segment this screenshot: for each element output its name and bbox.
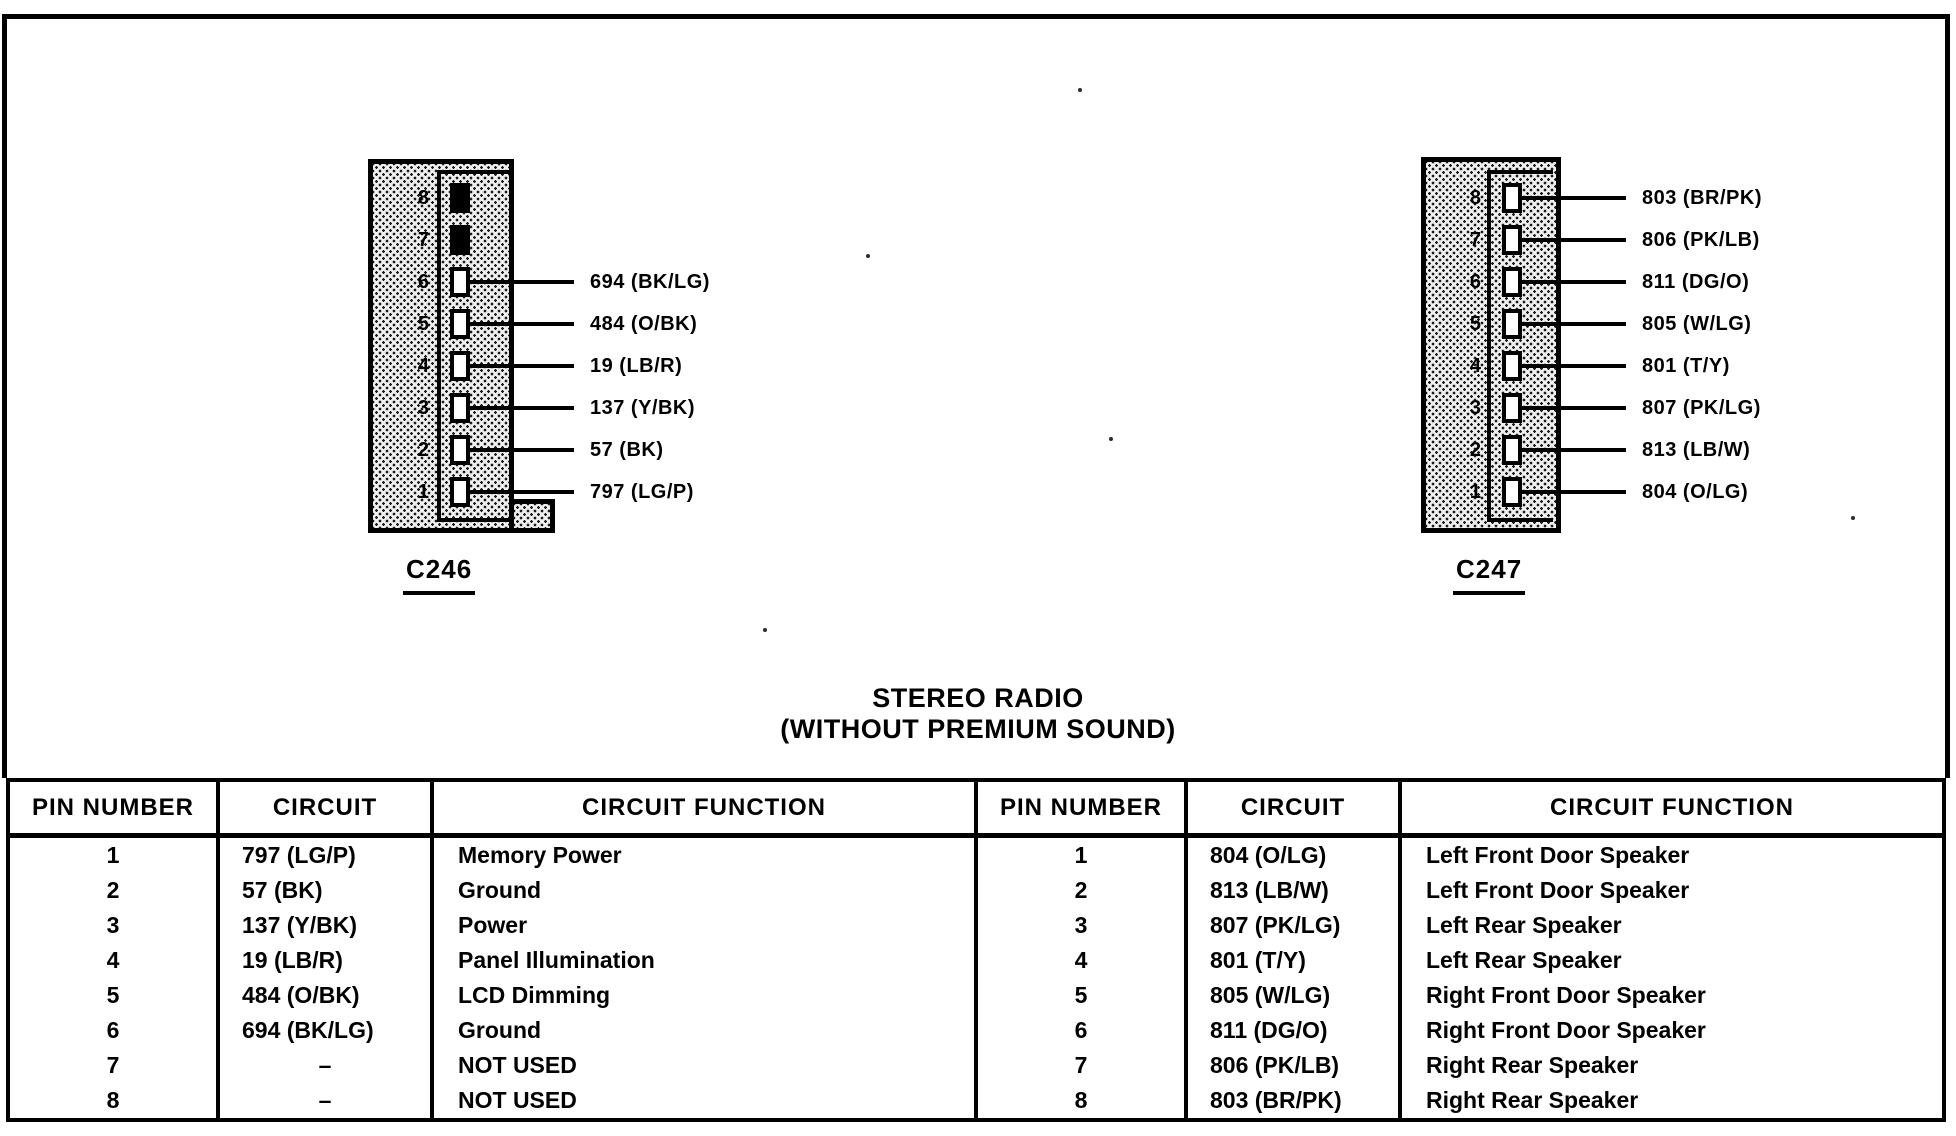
circuit-cell: – — [220, 1048, 434, 1083]
pin-row — [399, 303, 710, 345]
wire-label: 804 (O/LG) — [1642, 480, 1749, 503]
wire-label: 811 (DG/O) — [1642, 270, 1750, 293]
wire-line — [470, 280, 574, 284]
pin-row — [1451, 429, 1762, 471]
wire-label: 805 (W/LG) — [1642, 312, 1752, 335]
pin-number: 2 — [1469, 438, 1481, 461]
pin-number: 3 — [417, 396, 429, 419]
circuit-cell: 805 (W/LG) — [1188, 978, 1402, 1013]
pin-slot — [1502, 267, 1522, 297]
pin-number-cell: 6 — [978, 1013, 1188, 1048]
pin-number-cell: 8 — [10, 1083, 220, 1118]
connector-label-c247: C247 — [1453, 554, 1525, 595]
pin-slot — [1502, 477, 1522, 507]
circuit-cell: 19 (LB/R) — [220, 943, 434, 978]
col-header-circuit-function: CIRCUIT FUNCTION — [1402, 782, 1942, 838]
pin-number: 4 — [1469, 354, 1481, 377]
pin-slot — [1502, 435, 1522, 465]
circuit-function-cell: Left Front Door Speaker — [1426, 877, 1690, 903]
circuit-cell: 813 (LB/W) — [1188, 873, 1402, 908]
circuit-cell: 797 (LG/P) — [220, 838, 434, 873]
pin-row — [1451, 387, 1762, 429]
wire-line — [1522, 238, 1626, 242]
circuit-function-cell: Left Rear Speaker — [1426, 947, 1622, 973]
pin-number-cell: 1 — [978, 838, 1188, 873]
wire-label: 813 (LB/W) — [1642, 438, 1751, 461]
wire-line — [1522, 280, 1626, 284]
wire-line — [470, 364, 574, 368]
wire-label: 806 (PK/LB) — [1642, 228, 1760, 251]
pin-row — [1451, 303, 1762, 345]
pin-number-cell: 4 — [10, 943, 220, 978]
wire-label: 19 (LB/R) — [590, 354, 683, 377]
col-header-pin-number: PIN NUMBER — [10, 782, 220, 838]
pin-number-cell: 2 — [10, 873, 220, 908]
pinout-table-c246 — [10, 782, 978, 1118]
pin-row — [1451, 471, 1762, 513]
pin-slot — [1502, 351, 1522, 381]
pin-slot — [450, 435, 470, 465]
circuit-function-cell: Right Front Door Speaker — [1426, 982, 1706, 1008]
circuit-function-cell: Power — [458, 912, 528, 938]
pin-number-cell: 2 — [978, 873, 1188, 908]
pin-slot — [1502, 183, 1522, 213]
circuit-cell: – — [220, 1083, 434, 1118]
pin-number: 1 — [1469, 480, 1481, 503]
scan-speck — [1109, 437, 1113, 441]
connector-c247-pins — [1451, 177, 1762, 513]
pin-number: 3 — [1469, 396, 1481, 419]
col-header-circuit: CIRCUIT — [1188, 782, 1402, 838]
pin-row — [399, 219, 710, 261]
circuit-cell: 811 (DG/O) — [1188, 1013, 1402, 1048]
pin-slot-filled — [450, 225, 470, 255]
pin-number: 8 — [1469, 186, 1481, 209]
pin-slot — [1502, 225, 1522, 255]
wire-label: 803 (BR/PK) — [1642, 186, 1762, 209]
circuit-function-cell: Memory Power — [458, 842, 622, 868]
diagram-title-line1: STEREO RADIO — [872, 683, 1084, 713]
pin-row — [399, 471, 710, 513]
wire-line — [1522, 364, 1626, 368]
pin-row — [1451, 177, 1762, 219]
wire-label: 137 (Y/BK) — [590, 396, 696, 419]
wire-label: 801 (T/Y) — [1642, 354, 1730, 377]
circuit-function-cell: Left Front Door Speaker — [1426, 842, 1690, 868]
circuit-cell: 484 (O/BK) — [220, 978, 434, 1013]
pin-number: 6 — [1469, 270, 1481, 293]
pin-number-cell: 5 — [978, 978, 1188, 1013]
circuit-function-cell: Ground — [458, 877, 542, 903]
pin-slot — [450, 351, 470, 381]
scan-speck — [1851, 516, 1855, 520]
wire-line — [1522, 322, 1626, 326]
col-header-circuit: CIRCUIT — [220, 782, 434, 838]
pin-number: 2 — [417, 438, 429, 461]
circuit-cell: 807 (PK/LG) — [1188, 908, 1402, 943]
circuit-cell: 694 (BK/LG) — [220, 1013, 434, 1048]
pin-row — [399, 177, 710, 219]
wire-line — [1522, 490, 1626, 494]
pin-row — [1451, 261, 1762, 303]
pin-slot — [450, 309, 470, 339]
circuit-cell: 804 (O/LG) — [1188, 838, 1402, 873]
wire-line — [470, 448, 574, 452]
pin-slot — [1502, 393, 1522, 423]
pin-number-cell: 7 — [978, 1048, 1188, 1083]
circuit-function-cell: LCD Dimming — [458, 982, 611, 1008]
pin-row — [399, 345, 710, 387]
wire-line — [470, 238, 574, 242]
pin-number: 4 — [417, 354, 429, 377]
pin-slot-filled — [450, 183, 470, 213]
pin-slot — [1502, 309, 1522, 339]
wire-label: 797 (LG/P) — [590, 480, 694, 503]
wire-label: 807 (PK/LG) — [1642, 396, 1761, 419]
pin-slot — [450, 267, 470, 297]
circuit-cell: 801 (T/Y) — [1188, 943, 1402, 978]
circuit-function-cell: Right Rear Speaker — [1426, 1087, 1639, 1113]
wire-line — [470, 490, 574, 494]
circuit-function-cell: Panel Illumination — [458, 947, 655, 973]
pin-slot — [450, 477, 470, 507]
diagram-title — [0, 683, 1956, 745]
pin-row — [399, 429, 710, 471]
scan-speck — [866, 254, 870, 258]
wire-label: 694 (BK/LG) — [590, 270, 710, 293]
pin-number-cell: 1 — [10, 838, 220, 873]
wire-line — [470, 322, 574, 326]
circuit-cell: 803 (BR/PK) — [1188, 1083, 1402, 1118]
wire-line — [470, 406, 574, 410]
pin-number-cell: 3 — [10, 908, 220, 943]
circuit-function-cell: Right Front Door Speaker — [1426, 1017, 1706, 1043]
connector-label-c246: C246 — [403, 554, 475, 595]
scan-speck — [1078, 88, 1082, 92]
pin-number: 1 — [417, 480, 429, 503]
pin-number: 8 — [417, 186, 429, 209]
pin-row — [399, 387, 710, 429]
pin-number-cell: 6 — [10, 1013, 220, 1048]
pin-number: 7 — [417, 228, 429, 251]
pin-number-cell: 7 — [10, 1048, 220, 1083]
circuit-cell: 137 (Y/BK) — [220, 908, 434, 943]
pinout-table — [6, 778, 1946, 1122]
pin-row — [1451, 219, 1762, 261]
wire-label: 484 (O/BK) — [590, 312, 698, 335]
circuit-function-cell: NOT USED — [458, 1087, 577, 1113]
circuit-function-cell: NOT USED — [458, 1052, 577, 1078]
pin-number: 5 — [417, 312, 429, 335]
pin-number-cell: 4 — [978, 943, 1188, 978]
pin-number-cell: 8 — [978, 1083, 1188, 1118]
pin-row — [1451, 345, 1762, 387]
wire-label: 57 (BK) — [590, 438, 664, 461]
pin-row — [399, 261, 710, 303]
pin-slot — [450, 393, 470, 423]
circuit-function-cell: Right Rear Speaker — [1426, 1052, 1639, 1078]
pin-number: 5 — [1469, 312, 1481, 335]
wire-line — [470, 196, 574, 200]
circuit-cell: 57 (BK) — [220, 873, 434, 908]
pin-number-cell: 5 — [10, 978, 220, 1013]
col-header-pin-number: PIN NUMBER — [978, 782, 1188, 838]
pin-number: 7 — [1469, 228, 1481, 251]
scan-speck — [763, 628, 767, 632]
wire-line — [1522, 448, 1626, 452]
circuit-function-cell: Left Rear Speaker — [1426, 912, 1622, 938]
connector-c246-pins — [399, 177, 710, 513]
circuit-function-cell: Ground — [458, 1017, 542, 1043]
wire-line — [1522, 406, 1626, 410]
pin-number-cell: 3 — [978, 908, 1188, 943]
pin-number: 6 — [417, 270, 429, 293]
circuit-cell: 806 (PK/LB) — [1188, 1048, 1402, 1083]
col-header-circuit-function: CIRCUIT FUNCTION — [434, 782, 974, 838]
diagram-title-line2: (WITHOUT PREMIUM SOUND) — [780, 714, 1176, 744]
pinout-table-c247 — [978, 782, 1942, 1118]
wire-line — [1522, 196, 1626, 200]
